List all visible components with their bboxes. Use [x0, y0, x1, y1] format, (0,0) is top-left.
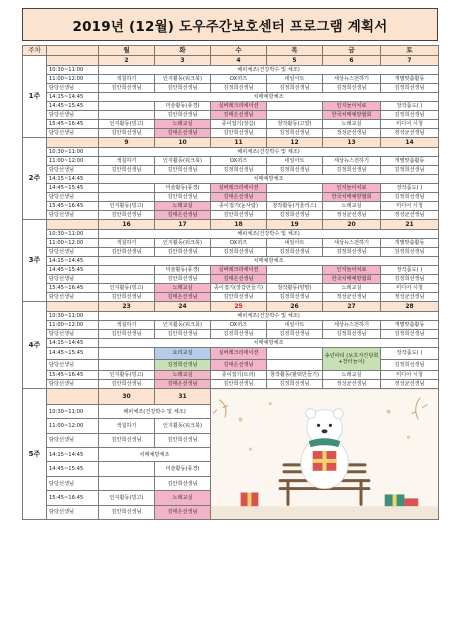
activity-cell: 김안희선생님 [155, 330, 211, 339]
day-header: 목 [267, 46, 323, 56]
activity-cell: 색칠하기 [99, 239, 155, 248]
activity-cell: 종이접기(장갑만들기) [211, 284, 267, 293]
time-cell: 10:30~11:00 [47, 404, 99, 418]
date-cell: 4 [211, 56, 267, 66]
time-cell: 14:45~15:45 [47, 184, 99, 193]
activity-cell: 창작활동(고깔) [267, 120, 323, 129]
schedule-row [23, 348, 439, 360]
time-cell: 11:00~12:00 [47, 157, 99, 166]
activity-cell: 김태은선생님 [155, 129, 211, 138]
activity-cell: 김안희선생님 [155, 111, 211, 120]
activity-cell: 세상뉴스전하기 [323, 75, 381, 84]
date-row [23, 138, 439, 148]
activity-cell: 김정희선생님 [323, 330, 381, 339]
time-cell: 10:30~11:00 [47, 312, 99, 321]
activity-cell: 미디어 시청 [381, 284, 439, 293]
date-cell: 13 [323, 138, 381, 148]
schedule-row [23, 93, 439, 102]
activity-cell: 인지활동(워크북) [155, 157, 211, 166]
activity-cell: 김정희선생님 [381, 330, 439, 339]
date-cell: 30 [99, 389, 155, 405]
schedule-row [23, 275, 439, 284]
activity-cell: 김안희선생님 [155, 275, 211, 284]
activity-cell: 노래교실 [155, 120, 211, 129]
activity-cell: 실버레크리에이션 [211, 102, 267, 111]
activity-cell [99, 193, 155, 202]
date-cell: 10 [155, 138, 211, 148]
time-cell: 담당선생님 [47, 193, 99, 202]
activity-cell: 김정희선생님 [381, 359, 439, 371]
time-cell: 14:45~15:45 [47, 348, 99, 360]
activity-cell: 김안희선생님 [155, 433, 211, 447]
week-label: 3주 [23, 220, 47, 302]
activity-cell: 장작품도( ) [381, 102, 439, 111]
activity-cell [99, 476, 155, 490]
activity-cell [99, 111, 155, 120]
activity-cell: 한국치매예방협회 [323, 111, 381, 120]
activity-cell: 김태은선생님 [211, 275, 267, 284]
time-cell: 담당선생님 [47, 433, 99, 447]
date-cell: 14 [381, 138, 439, 148]
activity-cell [267, 193, 323, 202]
activity-cell: 김정희선생님 [381, 193, 439, 202]
activity-cell: 김안희선생님 [155, 166, 211, 175]
activity-cell: 한국치매예방협회 [323, 275, 381, 284]
activity-cell: 김태은선생님 [155, 211, 211, 220]
schedule-row [23, 257, 439, 266]
date-row [23, 56, 439, 66]
activity-cell: 색칠하기 [99, 321, 155, 330]
date-cell: 28 [381, 302, 439, 312]
activity-cell: 창작활동(겨울리스) [267, 202, 323, 211]
time-cell: 15:45~16:45 [47, 120, 99, 129]
activity-cell: 김정희선생님 [267, 248, 323, 257]
activity-cell: 노래교실 [323, 284, 381, 293]
activity-cell: 노래교실 [323, 120, 381, 129]
schedule-row [23, 120, 439, 129]
schedule-row [23, 321, 439, 330]
merged-activity: 치매예방체조 [99, 448, 211, 462]
date-cell: 6 [323, 56, 381, 66]
activity-cell: 미디어 시청 [381, 202, 439, 211]
schedule-row [23, 66, 439, 75]
activity-cell: 미술활동(풍경) [155, 184, 211, 193]
activity-cell: 인지놀이치료 [323, 266, 381, 275]
schedule-row [23, 371, 439, 380]
activity-cell: 김정희선생님 [323, 84, 381, 93]
activity-cell: 김정희선생님 [381, 111, 439, 120]
activity-cell: 김태은선생님 [211, 193, 267, 202]
schedule-row [23, 193, 439, 202]
activity-cell: 정성균선생님 [323, 211, 381, 220]
day-header: 수 [211, 46, 267, 56]
activity-cell: 김안희선생님 [99, 129, 155, 138]
activity-cell: 김정희선생님 [381, 248, 439, 257]
time-cell: 담당선생님 [47, 211, 99, 220]
activity-cell: 미술활동(풍경) [155, 102, 211, 111]
activity-cell: 실버레크리에이션 [211, 348, 267, 360]
document-title [22, 8, 438, 41]
time-cell: 담당선생님 [47, 166, 99, 175]
date-cell: 9 [99, 138, 155, 148]
time-cell: 14:15~14:45 [47, 448, 99, 462]
schedule-row [23, 284, 439, 293]
date-cell: 25 [211, 302, 267, 312]
date-cell: 20 [323, 220, 381, 230]
schedule-row [23, 293, 439, 302]
activity-cell: 김정희선생님 [267, 330, 323, 339]
schedule-row [23, 129, 439, 138]
activity-cell: 김안희선생님 [99, 293, 155, 302]
date-cell: 5 [267, 56, 323, 66]
activity-cell: 김태은선생님 [211, 111, 267, 120]
activity-cell: 김정희선생님 [211, 166, 267, 175]
time-cell: 15:45~16:45 [47, 284, 99, 293]
time-cell: 10:30~11:00 [47, 148, 99, 157]
activity-cell: 인지놀이치료 [323, 102, 381, 111]
activity-cell: 김정희선생님 [267, 129, 323, 138]
activity-cell: 김정희선생님 [323, 166, 381, 175]
schedule-row [23, 248, 439, 257]
time-cell: 담당선생님 [47, 476, 99, 490]
date-cell: 12 [267, 138, 323, 148]
activity-cell: 김태은선생님 [211, 359, 267, 371]
activity-cell: 네일아트 [267, 75, 323, 84]
schedule-row [23, 184, 439, 193]
activity-cell [99, 348, 155, 360]
activity-cell: 인지활동(워크북) [155, 75, 211, 84]
schedule-row [23, 312, 439, 321]
activity-cell [267, 266, 323, 275]
activity-cell: 노래교실 [155, 491, 211, 505]
merged-activity: 치매예방체조 [99, 175, 439, 184]
activity-cell: 정성균선생님 [381, 129, 439, 138]
time-cell: 담당선생님 [47, 248, 99, 257]
time-cell: 15:45~16:45 [47, 371, 99, 380]
date-cell: 16 [99, 220, 155, 230]
activity-cell: 김정희선생님 [211, 84, 267, 93]
time-cell: 11:00~12:00 [47, 239, 99, 248]
activity-cell: 김안희선생님 [155, 476, 211, 490]
date-cell: 3 [155, 56, 211, 66]
time-cell: 담당선생님 [47, 505, 99, 519]
day-header: 화 [155, 46, 211, 56]
time-cell: 10:30~11:00 [47, 230, 99, 239]
week-label: 1주 [23, 56, 47, 138]
activity-cell: OX퀴즈 [211, 75, 267, 84]
activity-cell: 노래교실 [323, 202, 381, 211]
activity-cell: 개별맞춤활동 [381, 239, 439, 248]
activity-cell: 김안희선생님 [155, 248, 211, 257]
date-spacer [47, 138, 99, 148]
activity-cell: 실버레크리에이션 [211, 266, 267, 275]
time-cell: 11:00~12:00 [47, 321, 99, 330]
time-cell: 담당선생님 [47, 275, 99, 284]
date-cell: 23 [99, 302, 155, 312]
activity-cell: 정성균선생님 [381, 293, 439, 302]
activity-cell [99, 102, 155, 111]
activity-cell: 미술활동(풍경) [155, 266, 211, 275]
activity-cell: 정성균선생님 [381, 380, 439, 389]
activity-cell: 종이접기(눈사람) [211, 202, 267, 211]
date-row [23, 389, 439, 405]
activity-cell: 김안희선생님 [99, 211, 155, 220]
schedule-row [23, 239, 439, 248]
day-header: 금 [323, 46, 381, 56]
activity-cell [99, 266, 155, 275]
activity-cell: 세상뉴스전하기 [323, 321, 381, 330]
activity-cell [267, 184, 323, 193]
activity-cell: 종이접기(장갑) [211, 120, 267, 129]
activity-cell: 김정희선생님 [381, 84, 439, 93]
time-cell: 11:00~12:00 [47, 75, 99, 84]
time-cell: 담당선생님 [47, 129, 99, 138]
activity-cell: 김안희선생님 [211, 211, 267, 220]
activity-cell [99, 462, 155, 476]
activity-cell: 김안희선생님 [211, 293, 267, 302]
activity-cell: 창작활동(팥떡만들기) [267, 371, 323, 380]
activity-cell: 인지활동(빙고) [99, 491, 155, 505]
activity-cell: 김안희선생님 [155, 193, 211, 202]
date-cell: 19 [267, 220, 323, 230]
time-cell: 담당선생님 [47, 293, 99, 302]
activity-cell: 개별맞춤활동 [381, 157, 439, 166]
time-cell: 15:45~16:45 [47, 202, 99, 211]
activity-cell: 개별맞춤활동 [381, 321, 439, 330]
schedule-row [23, 111, 439, 120]
activity-cell: 김태은선생님 [155, 505, 211, 519]
merged-activity: 해피체조(건강박수 및 체조) [99, 148, 439, 157]
activity-cell: 장작품도( ) [381, 348, 439, 360]
activity-cell: 네일아트 [267, 321, 323, 330]
activity-cell: 인지활동(빙고) [99, 371, 155, 380]
date-cell: 11 [211, 138, 267, 148]
activity-cell: 김안희선생님 [99, 248, 155, 257]
date-cell: 26 [267, 302, 323, 312]
activity-cell: 창작활동(양말) [267, 284, 323, 293]
activity-cell: 미디어 시청 [381, 371, 439, 380]
activity-cell: 색칠하기 [99, 75, 155, 84]
merged-activity: 치매예방체조 [99, 257, 439, 266]
date-cell: 27 [323, 302, 381, 312]
merged-activity: 치매예방체조 [99, 93, 439, 102]
time-cell: 담당선생님 [47, 330, 99, 339]
activity-cell: 인지활동(워크북) [155, 419, 211, 433]
time-cell: 14:45~15:45 [47, 462, 99, 476]
activity-cell: OX퀴즈 [211, 157, 267, 166]
merged-activity: 치매예방체조 [99, 339, 439, 348]
activity-cell: 김안희선생님 [211, 380, 267, 389]
schedule-row [23, 84, 439, 93]
merged-activity: 해피체조(건강박수 및 체조) [99, 404, 211, 418]
schedule-row [23, 175, 439, 184]
activity-cell: 요리교실 [155, 348, 211, 360]
date-spacer [47, 220, 99, 230]
activity-cell: 미술활동(풍경) [155, 462, 211, 476]
activity-cell: 김정희선생님 [267, 84, 323, 93]
activity-cell: 김정희선생님 [155, 359, 211, 371]
activity-cell: 정성균선생님 [323, 293, 381, 302]
activity-cell: 정성균선생님 [323, 129, 381, 138]
header-spacer [47, 46, 99, 56]
activity-cell [267, 102, 323, 111]
activity-cell: 실버레크리에이션 [211, 184, 267, 193]
date-cell: 21 [381, 220, 439, 230]
time-cell: 담당선생님 [47, 380, 99, 389]
time-cell: 14:15~14:45 [47, 257, 99, 266]
schedule-row [23, 339, 439, 348]
activity-cell: 김안희선생님 [99, 330, 155, 339]
activity-cell: 김안희선생님 [99, 380, 155, 389]
activity-cell: 장작품도( ) [381, 184, 439, 193]
activity-cell: 노래교실 [155, 202, 211, 211]
time-cell: 14:15~14:45 [47, 339, 99, 348]
schedule-row [23, 266, 439, 275]
activity-cell: 노래교실 [323, 371, 381, 380]
time-cell: 11:00~12:00 [47, 419, 99, 433]
activity-cell: 정성균선생님 [323, 380, 381, 389]
schedule-row [23, 75, 439, 84]
date-spacer [47, 56, 99, 66]
activity-cell [99, 184, 155, 193]
activity-cell: OX퀴즈 [211, 321, 267, 330]
activity-cell [267, 359, 323, 371]
activity-cell: 김정희선생님 [211, 330, 267, 339]
activity-cell: 세상뉴스전하기 [323, 239, 381, 248]
week-label: 2주 [23, 138, 47, 220]
time-cell: 14:45~15:45 [47, 102, 99, 111]
activity-cell: 김안희선생님 [155, 84, 211, 93]
activity-cell: 네일아트 [267, 157, 323, 166]
activity-cell: 송년파티 (보호자간담회 +장터놀이) [323, 348, 381, 371]
schedule-sheet [22, 8, 438, 520]
activity-cell: 노래교실 [155, 371, 211, 380]
activity-cell: 김정희선생님 [267, 166, 323, 175]
activity-cell: 색칠하기 [99, 419, 155, 433]
activity-cell: 정성균선생님 [381, 211, 439, 220]
week-label: 5주 [23, 389, 47, 520]
activity-cell: 김태은선생님 [155, 293, 211, 302]
schedule-row [23, 230, 439, 239]
schedule-row [23, 211, 439, 220]
time-cell: 담당선생님 [47, 359, 99, 371]
date-cell: 7 [381, 56, 439, 66]
title-text: 2019년 (12월) 도우주간보호센터 프로그램 계획서 [72, 18, 388, 35]
activity-cell: 김태은선생님 [155, 380, 211, 389]
activity-cell: 김안희선생님 [99, 84, 155, 93]
date-row [23, 302, 439, 312]
activity-cell: 인지활동(워크북) [155, 321, 211, 330]
header-row [23, 46, 439, 56]
schedule-row [23, 102, 439, 111]
activity-cell: 개별맞춤활동 [381, 75, 439, 84]
activity-cell: 인지활동(빙고) [99, 120, 155, 129]
activity-cell [99, 275, 155, 284]
activity-cell: 김안희선생님 [99, 505, 155, 519]
activity-cell: 김정희선생님 [381, 166, 439, 175]
merged-activity: 해피체조(건강박수 및 체조) [99, 66, 439, 75]
time-cell: 14:15~14:45 [47, 175, 99, 184]
time-cell: 담당선생님 [47, 84, 99, 93]
schedule-row [23, 166, 439, 175]
date-cell: 24 [155, 302, 211, 312]
activity-cell: 한국치매예방협회 [323, 193, 381, 202]
activity-cell: 색칠하기 [99, 157, 155, 166]
time-cell: 14:15~14:45 [47, 93, 99, 102]
activity-cell: 인지활동(빙고) [99, 202, 155, 211]
activity-cell [267, 111, 323, 120]
schedule-row [23, 148, 439, 157]
date-row [23, 220, 439, 230]
time-cell: 15:45~16:45 [47, 491, 99, 505]
activity-cell: 인지활동(워크북) [155, 239, 211, 248]
merged-activity: 해피체조(건강박수 및 체조) [99, 230, 439, 239]
date-cell: 31 [155, 389, 211, 405]
activity-cell: 김안희선생님 [99, 433, 155, 447]
day-header: 토 [381, 46, 439, 56]
time-cell: 14:45~15:45 [47, 266, 99, 275]
schedule-row [23, 157, 439, 166]
activity-cell: 김안희선생님 [211, 129, 267, 138]
activity-cell: 인지활동(빙고) [99, 284, 155, 293]
activity-cell: 장작품도( ) [381, 266, 439, 275]
holiday-illustration [211, 389, 439, 520]
date-cell: 2 [99, 56, 155, 66]
day-header: 월 [99, 46, 155, 56]
activity-cell: 인지놀이치료 [323, 184, 381, 193]
activity-cell: 김정희선생님 [267, 211, 323, 220]
schedule-row [23, 202, 439, 211]
schedule-row [23, 380, 439, 389]
date-cell: 18 [211, 220, 267, 230]
activity-cell: 세상뉴스전하기 [323, 157, 381, 166]
activity-cell: 김정희선생님 [267, 293, 323, 302]
schedule-row [23, 330, 439, 339]
schedule-table [22, 45, 439, 520]
activity-cell [267, 348, 323, 360]
date-spacer [47, 302, 99, 312]
activity-cell: 김정희선생님 [267, 380, 323, 389]
activity-cell: 종이접기(트리) [211, 371, 267, 380]
activity-cell: OX퀴즈 [211, 239, 267, 248]
activity-cell: 네일아트 [267, 239, 323, 248]
activity-cell: 김안희선생님 [99, 166, 155, 175]
merged-activity: 해피체조(건강박수 및 체조) [99, 312, 439, 321]
time-cell: 담당선생님 [47, 111, 99, 120]
activity-cell: 김정희선생님 [323, 248, 381, 257]
activity-cell: 노래교실 [155, 284, 211, 293]
activity-cell [99, 359, 155, 371]
activity-cell: 김정희선생님 [211, 248, 267, 257]
date-cell: 17 [155, 220, 211, 230]
polar-bear-holiday-illustration [211, 389, 438, 519]
time-cell: 10:30~11:00 [47, 66, 99, 75]
date-spacer [47, 389, 99, 405]
activity-cell: 미디어 시청 [381, 120, 439, 129]
jucha-header: 주차 [23, 46, 47, 56]
week-label: 4주 [23, 302, 47, 389]
activity-cell: 김정희선생님 [381, 275, 439, 284]
activity-cell [267, 275, 323, 284]
